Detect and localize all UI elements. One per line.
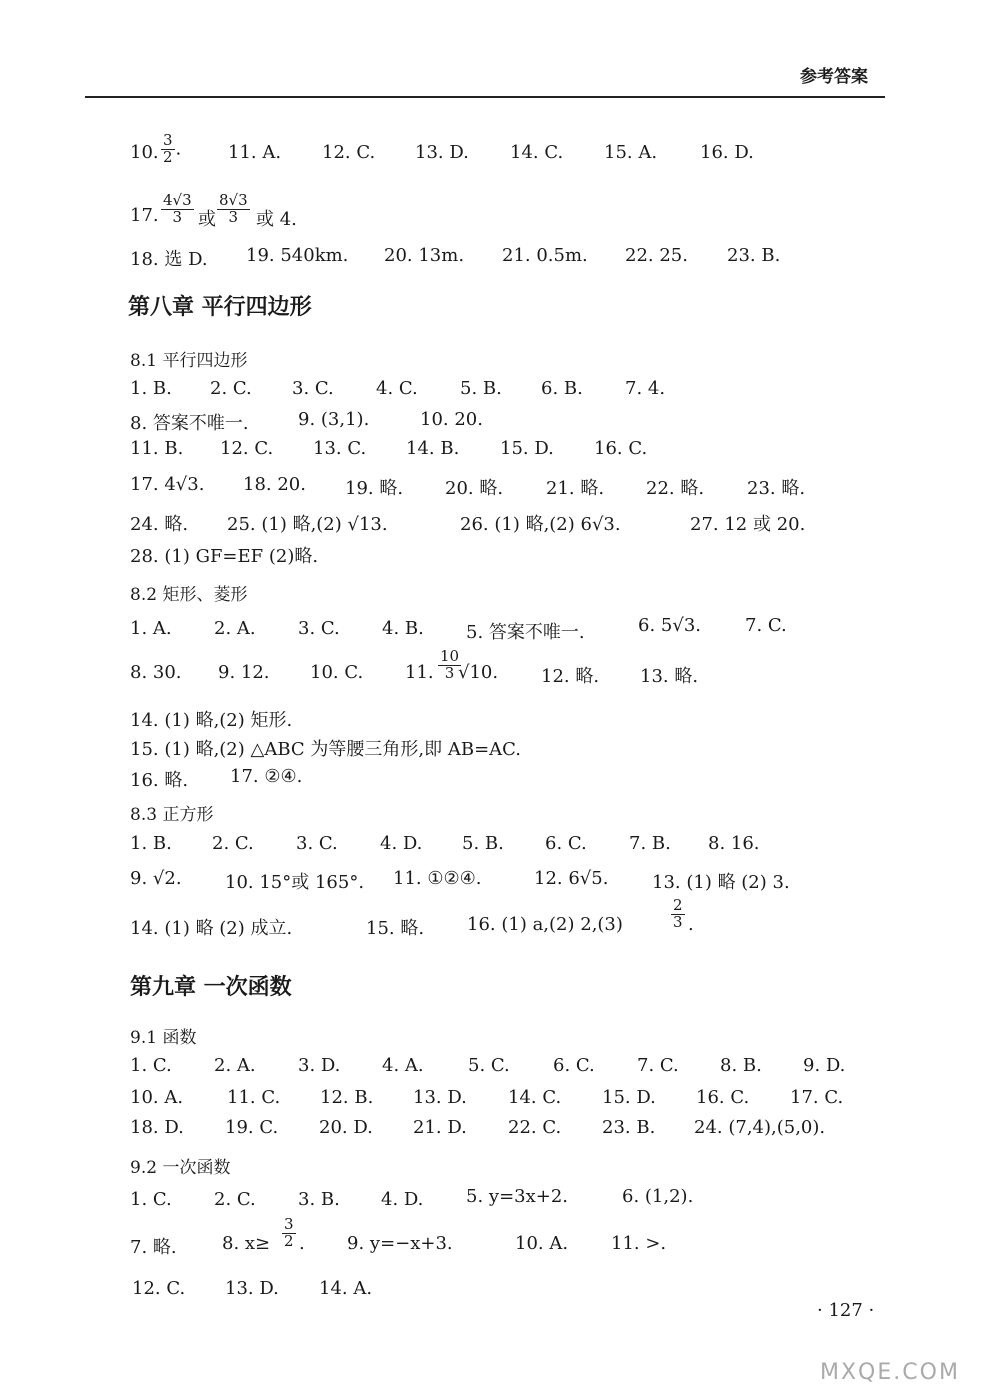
section-8-1-title: 8.1 平行四边形 bbox=[130, 351, 248, 371]
answer-item: 4. C. bbox=[376, 378, 418, 399]
answer-item: 16. C. bbox=[696, 1087, 750, 1108]
answer-item: 11. A. bbox=[228, 142, 282, 163]
answer-item: 1. C. bbox=[130, 1055, 172, 1076]
answer-item: 5. B. bbox=[462, 833, 504, 854]
answer-item: 15. D. bbox=[602, 1087, 656, 1108]
q17-or-2: 或 4. bbox=[256, 209, 297, 230]
answer-item: 25. (1) 略,(2) √13. bbox=[227, 514, 388, 535]
answer-item: 20. 略. bbox=[445, 478, 504, 499]
answer-item: 3. B. bbox=[298, 1189, 340, 1210]
answer-item: 2. C. bbox=[210, 378, 252, 399]
q16-fraction: $\frac{2}{3}$ bbox=[673, 896, 683, 931]
answer-item: 23. B. bbox=[727, 245, 781, 266]
answer-item: 14. C. bbox=[510, 142, 564, 163]
answer-item: 7. C. bbox=[637, 1055, 679, 1076]
q11-label: 11. bbox=[405, 662, 434, 683]
answer-item: 3. D. bbox=[298, 1055, 341, 1076]
answer-item: 6. C. bbox=[553, 1055, 595, 1076]
answer-item: 11. >. bbox=[611, 1233, 667, 1254]
answer-item: 1. B. bbox=[130, 378, 172, 399]
answer-item: 21. 略. bbox=[546, 478, 605, 499]
header-rule bbox=[85, 96, 885, 98]
answer-item: 13. C. bbox=[313, 438, 367, 459]
q17-fraction-a: $\frac{4√3}{3}$ bbox=[163, 191, 192, 226]
answer-item: 9. 12. bbox=[218, 662, 270, 683]
answer-item: 2. C. bbox=[214, 1189, 256, 1210]
answer-item: 24. 略. bbox=[130, 514, 189, 535]
answer-item: 22. 略. bbox=[646, 478, 705, 499]
answer-item: 10. A. bbox=[130, 1087, 184, 1108]
answer-item: 13. D. bbox=[225, 1278, 279, 1299]
answer-item: 8. 16. bbox=[708, 833, 760, 854]
answer-item: 13. (1) 略 (2) 3. bbox=[652, 872, 790, 893]
answer-item: 5. C. bbox=[468, 1055, 510, 1076]
section-8-2-title: 8.2 矩形、菱形 bbox=[130, 585, 248, 605]
answer-item: 13. D. bbox=[415, 142, 469, 163]
answer-item: 4. D. bbox=[380, 833, 423, 854]
answer-item: 6. (1,2). bbox=[622, 1186, 694, 1207]
answer-item: 7. 略. bbox=[130, 1237, 177, 1258]
answer-item: 24. (7,4),(5,0). bbox=[694, 1117, 826, 1138]
q11-tail: √10. bbox=[458, 662, 499, 683]
chapter-8-title: 第八章 平行四边形 bbox=[128, 295, 312, 320]
answer-item: 5. 答案不唯一. bbox=[466, 622, 585, 643]
answer-item: 5. y=3x+2. bbox=[466, 1186, 569, 1207]
page-number: · 127 · bbox=[817, 1300, 875, 1321]
answer-item: 22. 25. bbox=[625, 245, 688, 266]
answer-item: 3. C. bbox=[298, 618, 340, 639]
answer-item: 15. D. bbox=[500, 438, 554, 459]
answer-item: 19. 略. bbox=[345, 478, 404, 499]
answer-item: 15. 略. bbox=[366, 918, 425, 939]
answer-item: 28. (1) GF=EF (2)略. bbox=[130, 546, 319, 567]
answer-item: 6. C. bbox=[545, 833, 587, 854]
answer-item: 11. ①②④. bbox=[393, 868, 482, 889]
answer-item: 21. 0.5m. bbox=[502, 245, 588, 266]
answer-item: 12. B. bbox=[320, 1087, 374, 1108]
answer-item: 22. C. bbox=[508, 1117, 562, 1138]
answer-item: 2. A. bbox=[214, 618, 256, 639]
answer-item: 2. C. bbox=[212, 833, 254, 854]
answer-item: 7. B. bbox=[629, 833, 671, 854]
q8-fraction: $\frac{3}{2}$ bbox=[284, 1215, 294, 1250]
q8-label: 8. x≥ bbox=[222, 1233, 271, 1254]
answer-item: 4. D. bbox=[381, 1189, 424, 1210]
section-9-1-title: 9.1 函数 bbox=[130, 1028, 197, 1048]
answer-item: 8. 30. bbox=[130, 662, 182, 683]
answer-item: 18. 选 D. bbox=[130, 249, 208, 270]
answer-item: 19. 540km. bbox=[246, 245, 349, 266]
answer-item: 4. B. bbox=[382, 618, 424, 639]
answer-item: 6. B. bbox=[541, 378, 583, 399]
q8-tail: . bbox=[299, 1233, 305, 1254]
answer-item: 4. A. bbox=[382, 1055, 424, 1076]
answer-item: 18. 20. bbox=[243, 474, 306, 495]
answer-item: 21. D. bbox=[413, 1117, 467, 1138]
q16-label: 16. (1) a,(2) 2,(3) bbox=[467, 914, 623, 935]
answer-item: 12. 略. bbox=[541, 666, 600, 687]
answer-item: 1. C. bbox=[130, 1189, 172, 1210]
chapter-9-title: 第九章 一次函数 bbox=[130, 975, 292, 1000]
q17-label: 17. bbox=[130, 205, 159, 226]
section-8-3-title: 8.3 正方形 bbox=[130, 805, 214, 825]
answer-item: 14. (1) 略 (2) 成立. bbox=[130, 918, 293, 939]
answer-item: 13. D. bbox=[413, 1087, 467, 1108]
watermark-logo: MXQE.COM bbox=[820, 1360, 960, 1385]
answer-item: 5. B. bbox=[460, 378, 502, 399]
answer-item: 7. C. bbox=[745, 615, 787, 636]
answer-item: 9. D. bbox=[803, 1055, 846, 1076]
answer-item: 11. C. bbox=[227, 1087, 281, 1108]
answer-item: 16. D. bbox=[700, 142, 754, 163]
answer-item: 20. D. bbox=[319, 1117, 373, 1138]
answer-item: 19. C. bbox=[225, 1117, 279, 1138]
answer-item: 15. (1) 略,(2) △ABC 为等腰三角形,即 AB=AC. bbox=[130, 739, 522, 760]
answer-item: 16. C. bbox=[594, 438, 648, 459]
answer-item: 15. A. bbox=[604, 142, 658, 163]
answer-item: 10. 15°或 165°. bbox=[225, 872, 365, 893]
answer-item: 17. 4√3. bbox=[130, 474, 205, 495]
answer-item: 12. C. bbox=[322, 142, 376, 163]
answer-item: 1. A. bbox=[130, 618, 172, 639]
answer-item: 17. ②④. bbox=[230, 766, 303, 787]
answer-item: 9. (3,1). bbox=[298, 409, 370, 430]
answer-item: 14. (1) 略,(2) 矩形. bbox=[130, 710, 293, 731]
q10-fraction: $\frac{3}{2}$ . bbox=[163, 131, 182, 166]
answer-item: 3. C. bbox=[296, 833, 338, 854]
answer-item: 27. 12 或 20. bbox=[690, 514, 806, 535]
answer-item: 12. 6√5. bbox=[534, 868, 609, 889]
answer-item: 14. B. bbox=[406, 438, 460, 459]
answer-item: 18. D. bbox=[130, 1117, 184, 1138]
header-title: 参考答案 bbox=[800, 67, 868, 87]
q17-fraction-b: $\frac{8√3}{3}$ bbox=[219, 191, 248, 226]
answer-item: 6. 5√3. bbox=[638, 615, 701, 636]
answer-item: 16. 略. bbox=[130, 770, 189, 791]
answer-item: 8. 答案不唯一. bbox=[130, 413, 249, 434]
q16-tail: . bbox=[688, 914, 694, 935]
answer-item: 3. C. bbox=[292, 378, 334, 399]
answer-item: 2. A. bbox=[214, 1055, 256, 1076]
answer-item: 23. B. bbox=[602, 1117, 656, 1138]
answer-item: 10. C. bbox=[310, 662, 364, 683]
answer-item: 10. A. bbox=[515, 1233, 569, 1254]
answer-item: 9. √2. bbox=[130, 868, 182, 889]
section-9-2-title: 9.2 一次函数 bbox=[130, 1158, 231, 1178]
answer-item: 8. B. bbox=[720, 1055, 762, 1076]
answer-item: 9. y=−x+3. bbox=[347, 1233, 453, 1254]
answer-item: 13. 略. bbox=[640, 666, 699, 687]
answer-item: 12. C. bbox=[220, 438, 274, 459]
answer-item: 10. 20. bbox=[420, 409, 483, 430]
answer-item: 14. A. bbox=[319, 1278, 373, 1299]
answer-item: 7. 4. bbox=[625, 378, 666, 399]
answer-item: 1. B. bbox=[130, 833, 172, 854]
answer-item: 26. (1) 略,(2) 6√3. bbox=[460, 514, 621, 535]
answer-item: 14. C. bbox=[508, 1087, 562, 1108]
q10-label: 10. bbox=[130, 142, 159, 163]
answer-item: 17. C. bbox=[790, 1087, 844, 1108]
answer-item: 11. B. bbox=[130, 438, 184, 459]
answer-item: 12. C. bbox=[132, 1278, 186, 1299]
q11-fraction: $\frac{10}{3}$ bbox=[440, 647, 460, 682]
answer-item: 20. 13m. bbox=[384, 245, 465, 266]
answer-item: 23. 略. bbox=[747, 478, 806, 499]
q17-or-1: 或 bbox=[198, 209, 216, 230]
